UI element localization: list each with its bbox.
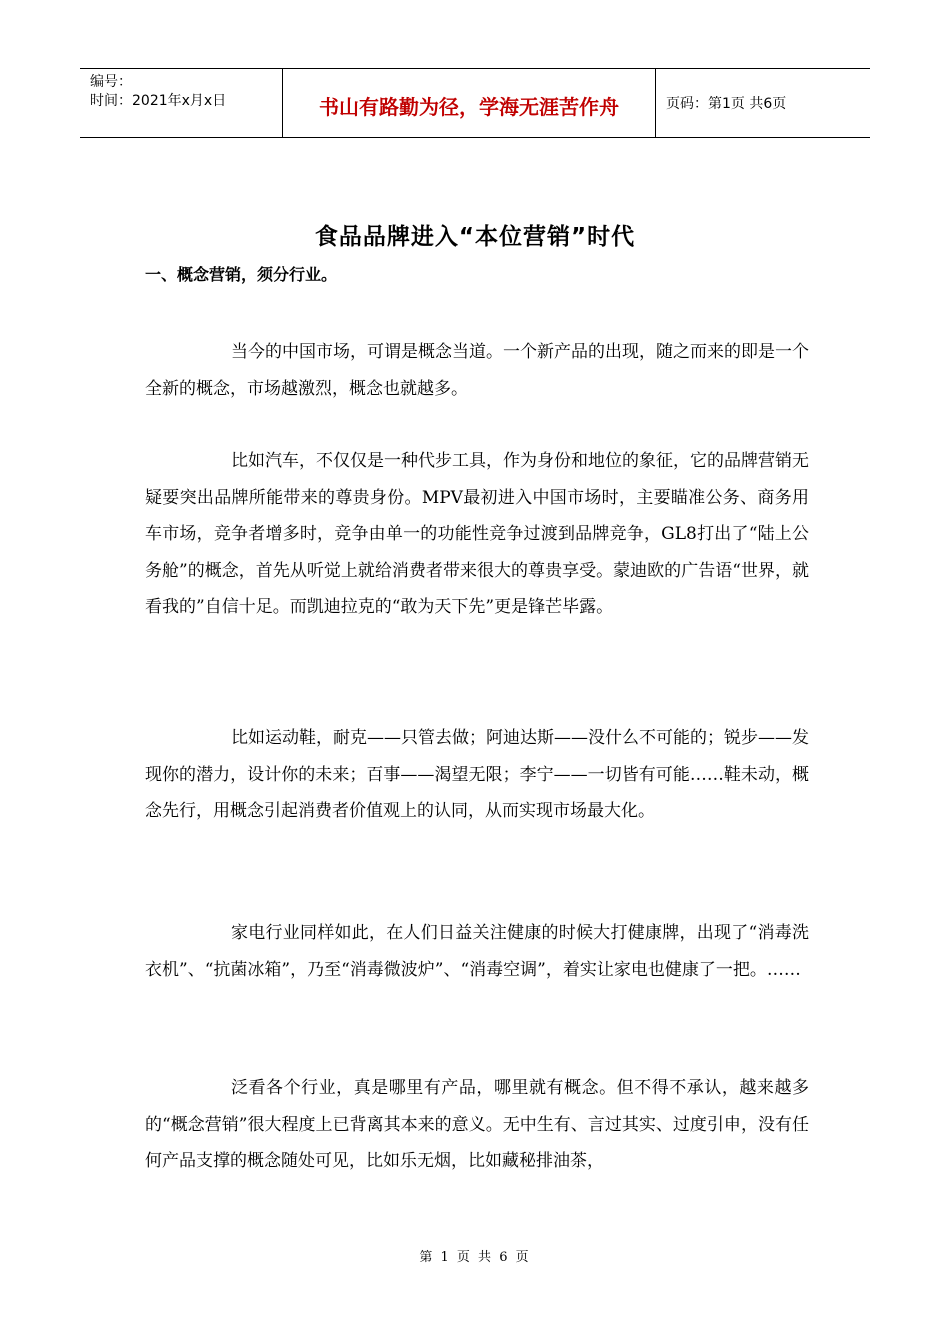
section-heading: 一、概念营销，须分行业。 bbox=[145, 265, 338, 284]
paragraph-4: 家电行业同样如此，在人们日益关注健康的时候大打健康牌，出现了“消毒洗衣机”、“抗菌冰箱”，乃至“消毒微波炉”、“消毒空调”，着实让家电也健康了一把。…… bbox=[145, 923, 809, 980]
page-header bbox=[80, 68, 870, 138]
paragraph-2: 比如汽车，不仅仅是一种代步工具，作为身份和地位的象征，它的品牌营销无疑要突出品牌所能带来的尊贵身份。MPV最初进入中国市场时，主要瞄准公务、商务用车市场，竞争者增多时，竞争由单一的功能性竞争过渡到品牌竞争，GL8打出了“陆上公务舱”的概念，首先从听觉上就给消费者带来很大的尊贵享受。蒙迪欧的广告语“世界，就看我的”自信十足。而凯迪拉克的“敢为天下先”更是锋芒毕露。 bbox=[145, 451, 809, 617]
header-page-label: 页码：第1页 共6页 bbox=[666, 96, 787, 112]
paragraph-3: 比如运动鞋，耐克——只管去做；阿迪达斯——没什么不可能的；锐步——发现你的潜力，设计你的未来；百事——渴望无限；李宁——一切皆有可能……鞋未动，概念先行，用概念引起消费者价值观上的认同，从而实现市场最大化。 bbox=[145, 728, 809, 821]
time-label: 时间：2021年x月x日 bbox=[90, 93, 227, 109]
page-footer: 第 1 页 共 6 页 bbox=[419, 1250, 531, 1265]
header-motto: 书山有路勤为径，学海无涯苦作舟 bbox=[283, 69, 656, 137]
paragraph-1: 当今的中国市场，可谓是概念当道。一个新产品的出现，随之而来的即是一个全新的概念，市场越激烈，概念也就越多。 bbox=[145, 342, 809, 399]
number-label: 编号： bbox=[90, 74, 132, 90]
header-meta bbox=[80, 69, 283, 137]
document-title: 食品品牌进入“本位营销”时代 bbox=[314, 224, 636, 250]
paragraph-5: 泛看各个行业，真是哪里有产品，哪里就有概念。但不得不承认，越来越多的“概念营销”很大程度上已背离其本来的意义。无中生有、言过其实、过度引申，没有任何产品支撑的概念随处可见，比如乐无烟，比如藏秘排油茶， bbox=[145, 1078, 809, 1171]
